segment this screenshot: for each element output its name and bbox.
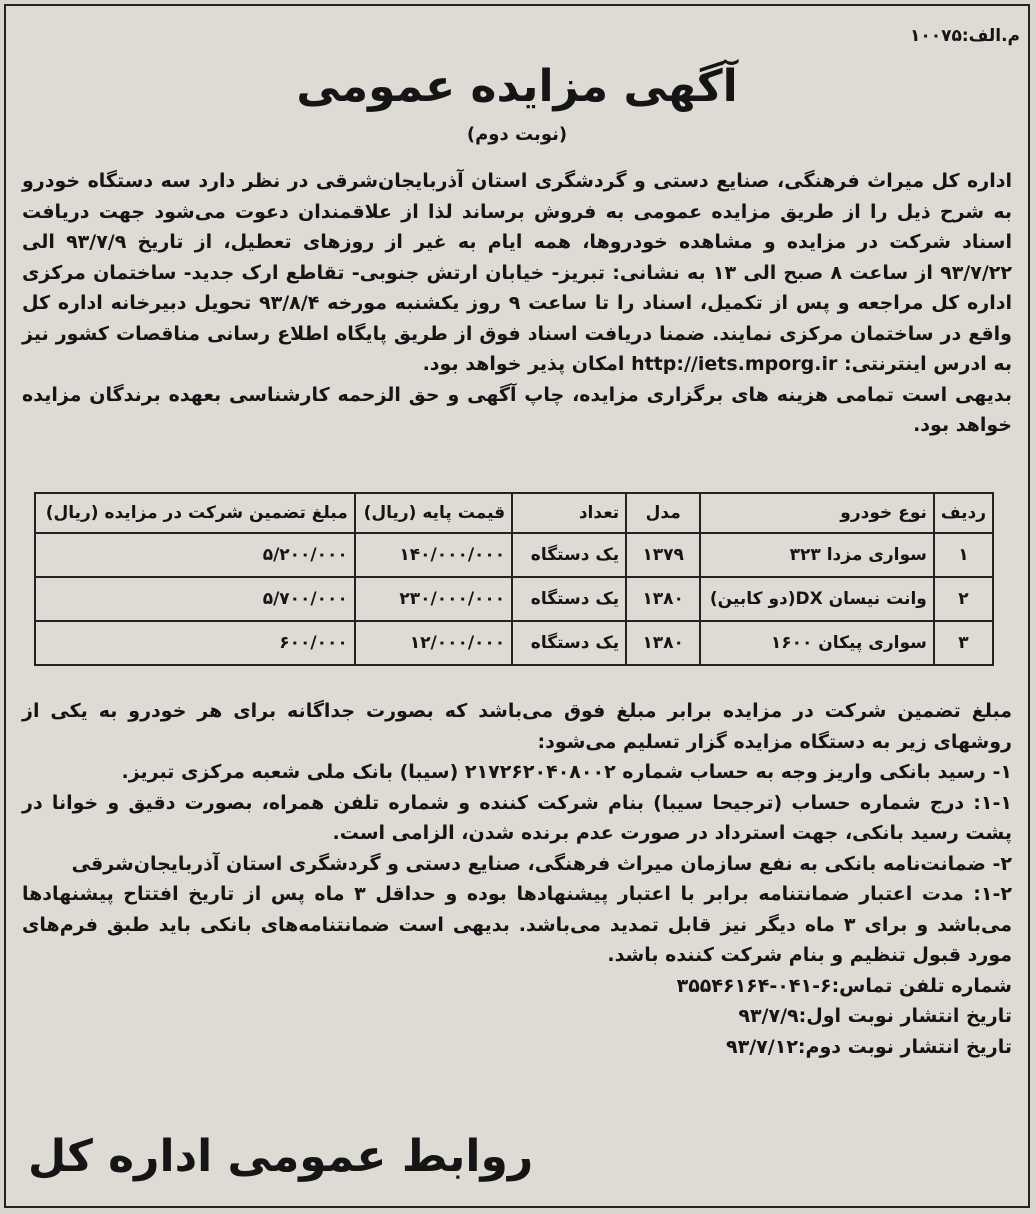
intro-paragraph (22, 166, 1012, 380)
public-relations-signature: روابط عمومی اداره کل (28, 1131, 534, 1182)
website-url: http://iets.mporg.ir (631, 353, 838, 375)
cell-vehicle-type: سواری مزدا ۳۲۳ (700, 533, 934, 577)
cell-row-number: ۱ (934, 533, 993, 577)
cell-guarantee: ۵/۷۰۰/۰۰۰ (35, 577, 355, 621)
header-count: تعداد (512, 493, 626, 533)
contact-phone: شماره تلفن تماس:۶-۰۴۱-۳۵۵۴۶۱۶۴ (676, 974, 1012, 997)
table-row (35, 533, 993, 577)
terms-text (22, 696, 1012, 1062)
cell-model: ۱۳۸۰ (626, 621, 700, 665)
header-base-price: قیمت پایه (ریال) (355, 493, 512, 533)
intro-main-end: امکان پذیر خواهد بود. (422, 353, 625, 375)
vehicle-table (34, 492, 994, 666)
cell-vehicle-type: وانت نیسان DX(دو کابین) (700, 577, 934, 621)
notice-page (4, 4, 1030, 1208)
intro-text (22, 166, 1012, 441)
cell-guarantee: ۵/۲۰۰/۰۰۰ (35, 533, 355, 577)
header-guarantee: مبلغ تضمین شرکت در مزایده (ریال) (35, 493, 355, 533)
cell-count: یک دستگاه (512, 621, 626, 665)
header-model: مدل (626, 493, 700, 533)
header-vehicle-type: نوع خودرو (700, 493, 934, 533)
intro-main-text: اداره کل میراث فرهنگی، صنایع دستی و گردشگری استان آذربایجان‌شرقی در نظر دارد سه دستگاه خودرو به شرح ذیل را از طریق مزایده عمومی به فروش برساند لذا از علاقمندان دعوت می‌شود جهت دریافت اسناد شرکت در مزایده و مشاهده خودروها، همه ایام به غیر از روزهای تعطیل، از تاریخ ۹۳/۷/۹ الی ۹۳/۷/۲۲ از ساعت ۸ صبح الی ۱۳ به نشانی: تبریز- خیابان ارتش جنوبی- تقاطع ارک جدید- ساختمان مرکزی اداره کل مراجعه و پس از تکمیل، اسناد را تا ساعت ۹ روز یکشنبه مورخه ۹۳/۸/۴ تحویل دبیرخانه اداره کل واقع در ساختمان مرکزی نمایند. ضمنا دریافت اسناد فوق از طریق پایگاه اطلاع رسانی مناقصات کشور نیز به ادرس اینترنتی: (22, 170, 1013, 375)
cell-row-number: ۳ (934, 621, 993, 665)
first-publish-date: تاریخ انتشار نوبت اول:۹۳/۷/۹ (738, 1005, 1012, 1027)
cell-model: ۱۳۷۹ (626, 533, 700, 577)
method-2-1: ۱-۲: مدت اعتبار ضمانتنامه برابر با اعتبار پیشنهادها بوده و حداقل ۳ ماه پس از تاریخ افتتاح پیشنهادها می‌باشد و برای ۳ ماه دیگر نیز قابل تمدید می‌باشد. بدیهی است ضمانتنامه‌های بانکی باید طبق فرم‌های مورد قبول تنظیم و بنام شرکت کننده باشد. (22, 883, 1013, 966)
notice-title: آگهی مزایده عمومی (296, 61, 738, 112)
second-publish-date: تاریخ انتشار نوبت دوم:۹۳/۷/۱۲ (726, 1035, 1012, 1058)
method-1: ۱- رسید بانکی واریز وجه به حساب شماره ۲۱۷۲۶۲۰۴۰۸۰۰۲ (سیبا) بانک ملی شعبه مرکزی تبریز. (121, 761, 1012, 783)
notice-subtitle: (نوبت دوم) (466, 124, 568, 145)
method-2: ۲- ضمانت‌نامه بانکی به نفع سازمان میراث فرهنگی، صنایع دستی و گردشگری استان آذربایجان‌شرقی (71, 852, 1012, 875)
cell-base-price: ۲۳۰/۰۰۰/۰۰۰ (355, 577, 512, 621)
header-row-number: ردیف (934, 493, 993, 533)
table-row (35, 577, 993, 621)
costs-paragraph: بدیهی است تمامی هزینه های برگزاری مزایده، چاپ آگهی و حق الزحمه کارشناسی بعهده برندگان مزایده خواهد بود. (22, 383, 1012, 436)
method-1-1: ۱-۱: درج شماره حساب (ترجیحا سیبا) بنام شرکت کننده و شماره تلفن همراه، بصورت دقیق و خوانا در پشت رسید بانکی، جهت استرداد در صورت عدم برنده شدن، الزامی است. (22, 791, 1012, 844)
cell-base-price: ۱۴۰/۰۰۰/۰۰۰ (355, 533, 512, 577)
cell-count: یک دستگاه (512, 577, 626, 621)
cell-count: یک دستگاه (512, 533, 626, 577)
reference-number: م.الف:۱۰۰۷۵ (909, 26, 1020, 46)
cell-row-number: ۲ (934, 577, 993, 621)
guarantee-paragraph: مبلغ تضمین شرکت در مزایده برابر مبلغ فوق می‌باشد که بصورت جداگانه برای هر خودرو به یکی از روشهای زیر به دستگاه مزایده گزار تسلیم می‌شود: (22, 700, 1012, 753)
table-header-row (35, 493, 993, 533)
cell-base-price: ۱۲/۰۰۰/۰۰۰ (355, 621, 512, 665)
cell-guarantee: ۶۰۰/۰۰۰ (35, 621, 355, 665)
table-row (35, 621, 993, 665)
cell-vehicle-type: سواری پیکان ۱۶۰۰ (700, 621, 934, 665)
cell-model: ۱۳۸۰ (626, 577, 700, 621)
